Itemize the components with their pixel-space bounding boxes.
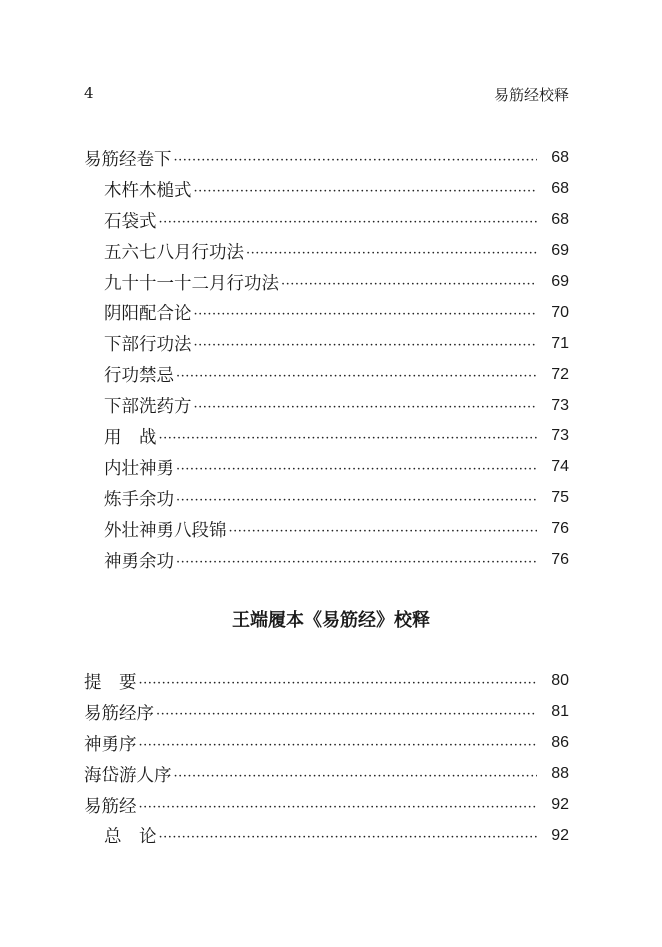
toc-entry-title: 总 论 [104,827,157,848]
toc-entry-page: 88 [551,765,569,783]
page-header [84,84,569,104]
toc-entry-page: 68 [551,149,569,167]
toc-entry[interactable] [84,359,569,390]
toc-entry-title: 下部洗药方 [104,397,192,418]
toc-entry[interactable] [84,728,569,759]
toc-entry-title: 提 要 [84,672,137,693]
toc-entry-title: 易筋经卷下 [84,149,172,170]
dot-leader [159,431,538,446]
toc-entry-title: 海岱游人序 [84,765,172,786]
toc-entry[interactable] [84,297,569,328]
toc-entry-page: 71 [551,334,569,352]
toc-entry-title: 神勇余功 [104,551,174,572]
page-number: 4 [84,84,94,102]
toc-entry[interactable] [84,267,569,298]
dot-leader [159,830,538,845]
toc-entry-page: 75 [551,489,569,507]
toc-entry-title: 阴阳配合论 [104,304,192,325]
toc-entry-title: 用 战 [104,427,157,448]
toc-entry[interactable] [84,483,569,514]
toc-entry[interactable] [84,390,569,421]
toc-entry-page: 70 [551,303,569,321]
dot-leader [174,153,538,168]
toc-entry-title: 易筋经序 [84,703,154,724]
toc-entry[interactable] [84,205,569,236]
toc-entry-title: 石袋式 [104,211,157,232]
dot-leader [176,555,537,570]
dot-leader [229,524,538,539]
toc-entry[interactable] [84,143,569,174]
toc-entry[interactable] [84,820,569,851]
toc-entry-page: 92 [551,796,569,813]
toc-entry-title: 神勇序 [84,734,137,755]
running-title: 易筋经校释 [493,86,569,104]
toc-entry-title: 内壮神勇 [104,458,174,479]
toc-entry[interactable] [84,759,569,790]
toc-entry-title: 木杵木槌式 [104,180,192,201]
toc-entry-title: 炼手余功 [104,489,174,510]
toc-entry-page: 72 [551,365,569,383]
toc-entry-title: 九十十一十二月行功法 [104,273,279,294]
dot-leader [246,246,537,261]
dot-leader [139,800,538,815]
toc-entry[interactable] [84,666,569,697]
dot-leader [194,338,538,353]
toc-entry-page: 73 [551,396,569,414]
toc-entry-title: 行功禁忌 [104,366,174,387]
toc-entry-page: 92 [551,826,569,844]
toc-entry-page: 81 [551,703,569,721]
section-heading: 王端履本《易筋经》校释 [232,610,430,631]
toc-section-1 [84,143,569,575]
dot-leader [159,215,538,230]
dot-leader [176,493,537,508]
toc-entry-page: 68 [551,180,569,198]
toc-section-2 [84,666,569,851]
toc-entry-page: 69 [551,242,569,260]
dot-leader [194,184,538,199]
dot-leader [194,307,538,322]
toc-entry[interactable] [84,697,569,728]
toc-entry[interactable] [84,514,569,545]
toc-entry[interactable] [84,790,569,821]
toc-entry-title: 五六七八月行功法 [104,242,244,263]
toc-entry[interactable] [84,174,569,205]
toc-entry[interactable] [84,452,569,483]
toc-entry-page: 76 [551,551,569,569]
toc-entry[interactable] [84,236,569,267]
toc-entry[interactable] [84,328,569,359]
dot-leader [194,400,538,415]
dot-leader [139,738,538,753]
dot-leader [156,707,537,722]
toc-entry-page: 86 [551,734,569,752]
toc-entry-page: 74 [551,458,569,476]
dot-leader [176,462,537,477]
toc-entry-page: 76 [551,520,569,538]
toc-entry-title: 下部行功法 [104,335,192,356]
dot-leader [139,676,538,691]
toc-entry[interactable] [84,545,569,576]
toc-entry-page: 80 [551,672,569,690]
toc-entry-title: 外壮神勇八段锦 [104,520,227,541]
toc-entry[interactable] [84,421,569,452]
dot-leader [176,369,537,384]
toc-entry-page: 68 [551,211,569,229]
toc-entry-page: 69 [551,273,569,290]
toc-entry-page: 73 [551,427,569,445]
toc-entry-title: 易筋经 [84,796,137,817]
dot-leader [174,769,538,784]
dot-leader [281,277,537,292]
